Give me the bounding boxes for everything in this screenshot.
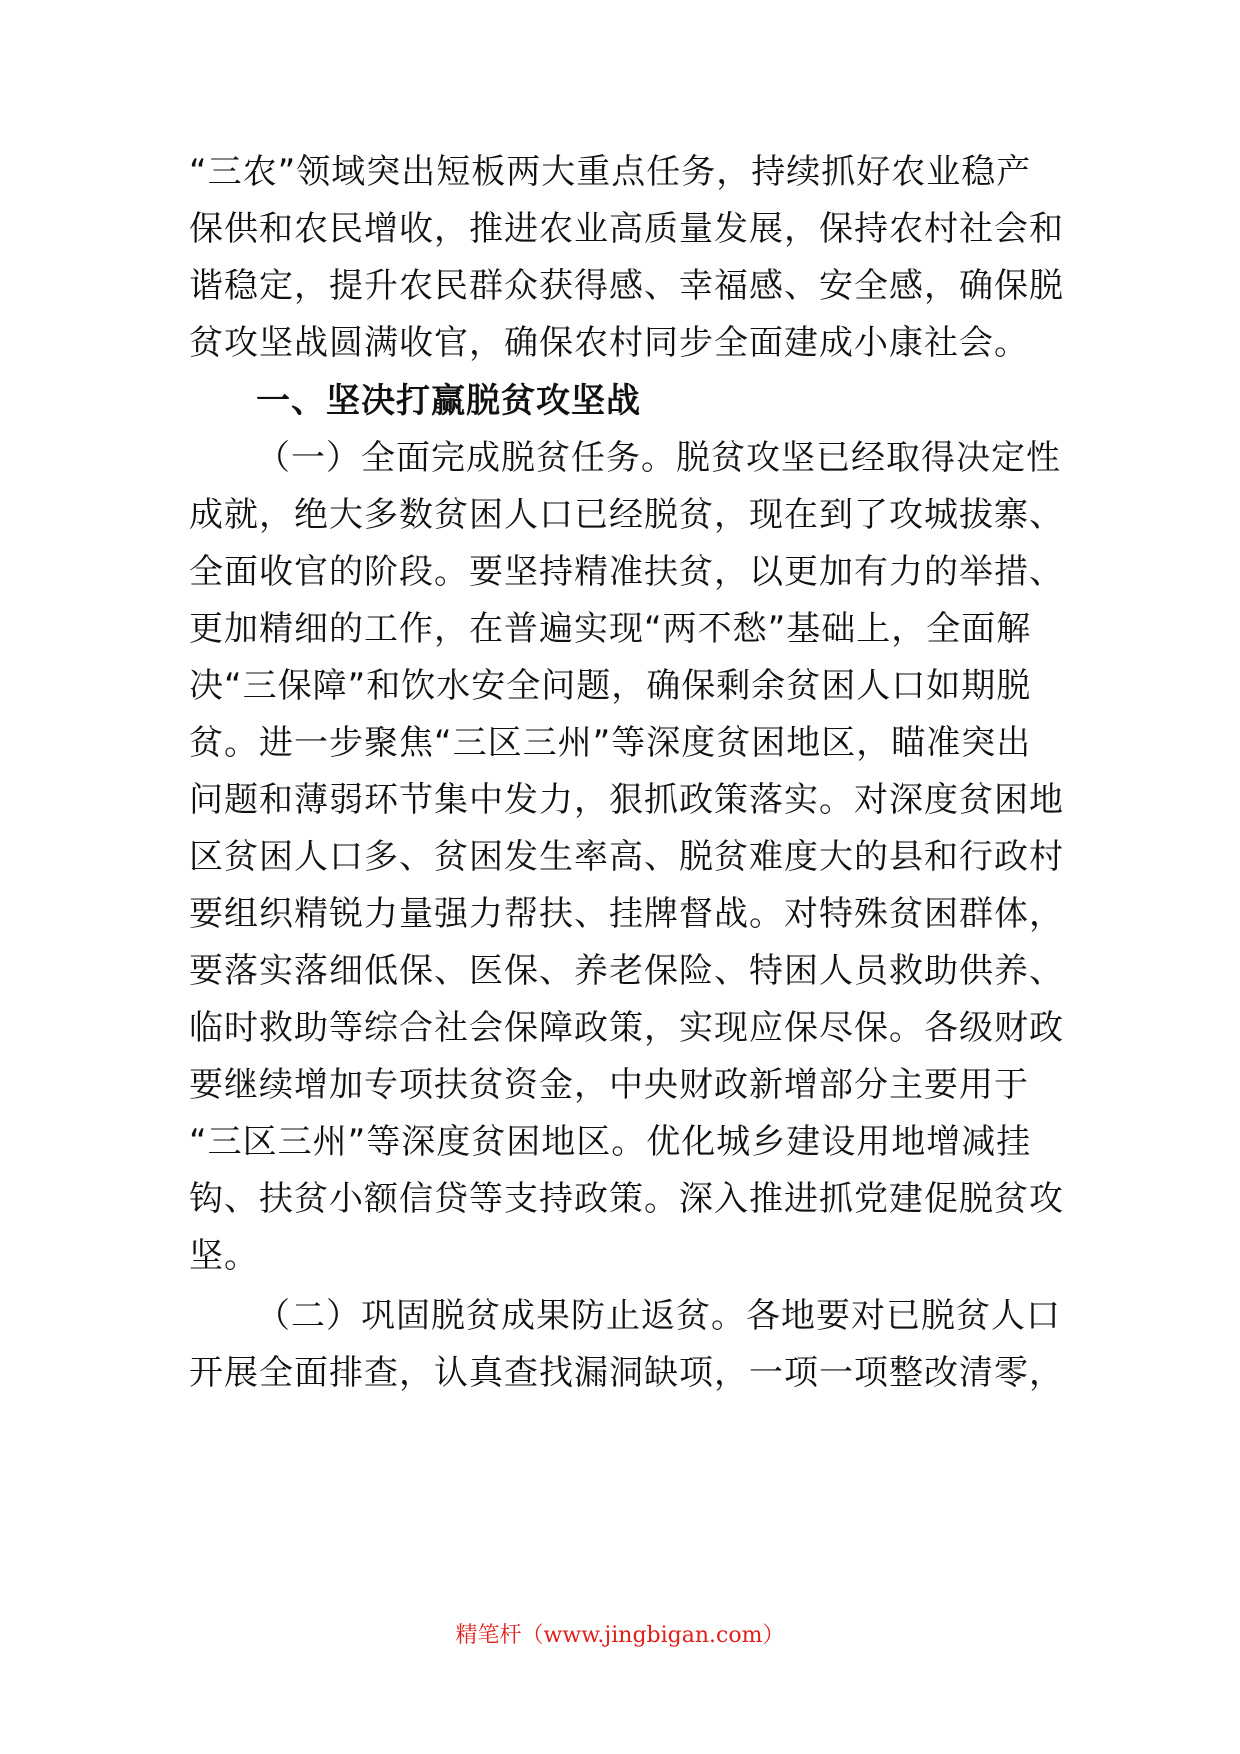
body-text-line: 成就，绝大多数贫困人口已经脱贫，现在到了攻城拔寨、 [189, 495, 1064, 535]
body-text-line: 区贫困人口多、贫困发生率高、脱贫难度大的县和行政村 [189, 837, 1064, 877]
paragraph-first-line: （一）全面完成脱贫任务。脱贫攻坚已经取得决定性 [256, 438, 1061, 478]
body-text-line: 谐稳定，提升农民群众获得感、幸福感、安全感，确保脱 [189, 266, 1064, 306]
body-text-line: 问题和薄弱环节集中发力，狠抓政策落实。对深度贫困地 [189, 780, 1064, 820]
body-text-line: 贫。进一步聚焦“三区三州”等深度贫困地区，瞄准突出 [189, 723, 1032, 763]
body-text-line: 保供和农民增收，推进农业高质量发展，保持农村社会和 [189, 209, 1064, 249]
body-text-line: 临时救助等综合社会保障政策，实现应保尽保。各级财政 [189, 1008, 1064, 1048]
body-text-line: 开展全面排查，认真查找漏洞缺项，一项一项整改清零， [189, 1353, 1064, 1393]
body-text-line: 要落实落细低保、医保、养老保险、特困人员救助供养、 [189, 951, 1064, 991]
body-text-line: 更加精细的工作，在普遍实现“两不愁”基础上，全面解 [189, 609, 1032, 649]
body-text-line: 贫攻坚战圆满收官，确保农村同步全面建成小康社会。 [189, 323, 1029, 363]
body-text-line: 钩、扶贫小额信贷等支持政策。深入推进抓党建促脱贫攻 [189, 1179, 1064, 1219]
section-heading: 一、坚决打赢脱贫攻坚战 [256, 381, 641, 421]
body-text-line: 要组织精锐力量强力帮扶、挂牌督战。对特殊贫困群体， [189, 894, 1064, 934]
body-text-line: “三农”领域突出短板两大重点任务，持续抓好农业稳产 [189, 152, 1032, 192]
body-text-line: 决“三保障”和饮水安全问题，确保剩余贫困人口如期脱 [189, 666, 1032, 706]
body-text-line: “三区三州”等深度贫困地区。优化城乡建设用地增减挂 [189, 1122, 1032, 1162]
body-text-line: 全面收官的阶段。要坚持精准扶贫，以更加有力的举措、 [189, 552, 1064, 592]
footer-watermark: 精笔杆（www.jingbigan.com） [455, 1623, 785, 1648]
body-text-line: 要继续增加专项扶贫资金，中央财政新增部分主要用于 [189, 1065, 1029, 1105]
paragraph-first-line: （二）巩固脱贫成果防止返贫。各地要对已脱贫人口 [256, 1296, 1061, 1336]
body-text-line: 坚。 [189, 1236, 259, 1276]
